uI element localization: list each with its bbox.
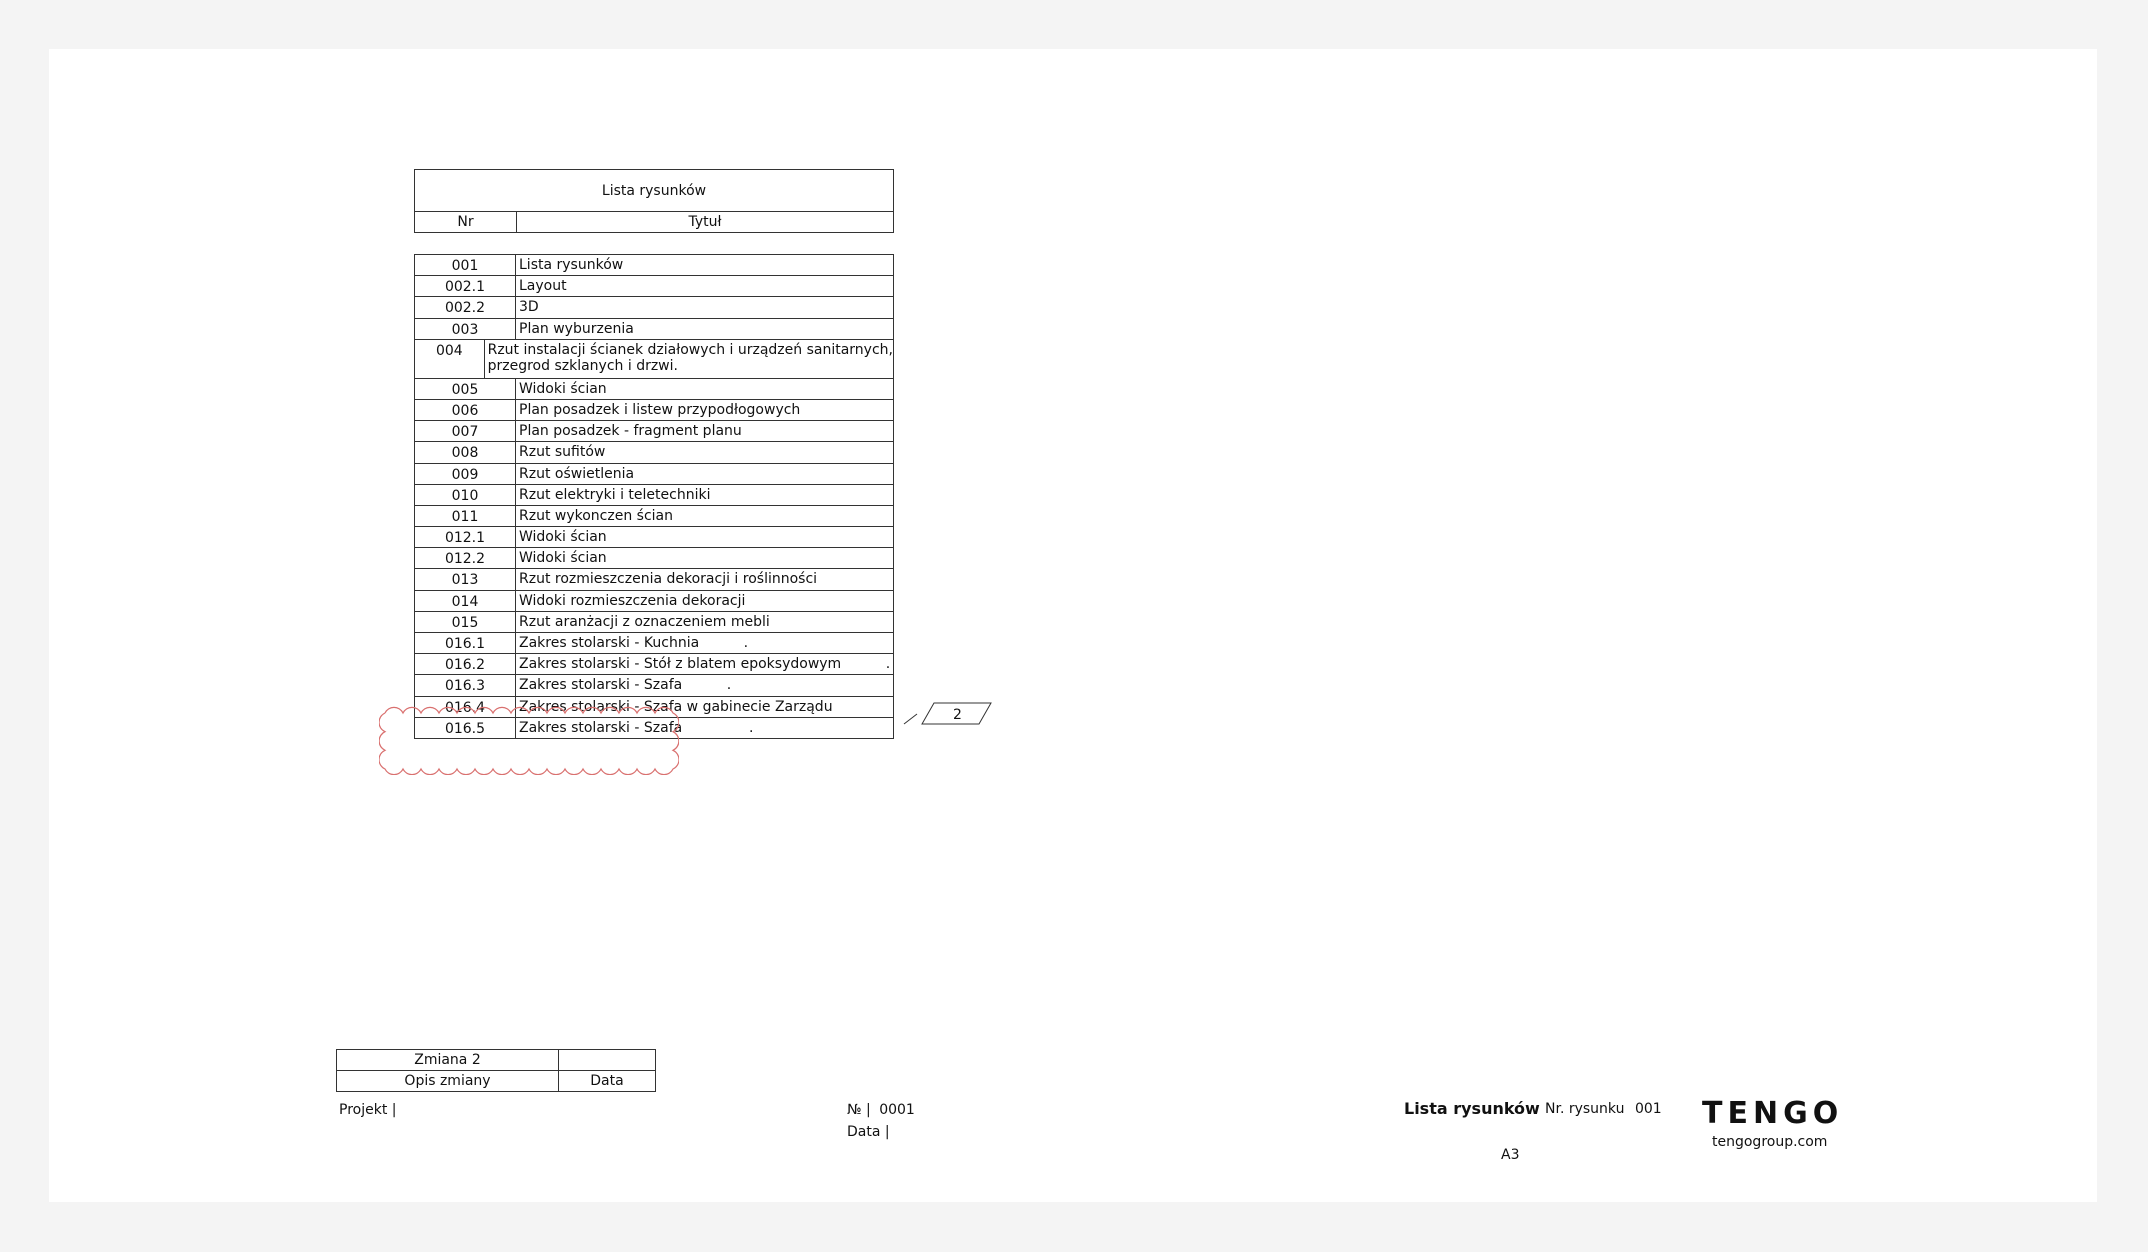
table-row [414, 506, 894, 527]
table-row [414, 421, 894, 442]
change-table [336, 1049, 656, 1092]
row-title [516, 654, 893, 674]
row-number: 004 [415, 340, 485, 378]
website-url: tengogroup.com [1712, 1134, 1828, 1150]
drawing-list-columns [415, 212, 893, 232]
row-number: 016.1 [415, 633, 516, 653]
row-number: 016.5 [415, 718, 516, 738]
row-title [516, 297, 893, 317]
revision-tag-number: 2 [953, 707, 962, 723]
table-row [414, 442, 894, 463]
change-description-label: Opis zmiany [337, 1071, 559, 1091]
row-title [516, 569, 893, 589]
row-title [485, 340, 893, 378]
row-title-line: Rzut instalacji ścianek działowych i urządzeń sanitarnych, [487, 341, 893, 358]
row-title-line: Plan posadzek - fragment planu [519, 423, 742, 440]
row-title-line: Zakres stolarski - Szafa w gabinecie Zarządu [519, 698, 833, 715]
row-title [516, 527, 893, 547]
row-title-line: Rzut elektryki i teletechniki [519, 486, 711, 503]
row-number: 005 [415, 379, 516, 399]
row-number: 011 [415, 506, 516, 526]
table-row [414, 527, 894, 548]
row-number: 015 [415, 612, 516, 632]
row-number: 012.1 [415, 527, 516, 547]
row-title-line: Rzut oświetlenia [519, 465, 635, 482]
drawing-number-value: 001 [1634, 1101, 1662, 1117]
row-title [516, 464, 893, 484]
table-row [414, 675, 894, 696]
table-row [414, 400, 894, 421]
row-title-line: Rzut aranżacji z oznaczeniem mebli [519, 613, 770, 630]
number-label: № | [847, 1102, 871, 1118]
row-title-line: Widoki ścian [519, 380, 607, 397]
table-row [414, 654, 894, 675]
row-title [516, 442, 893, 462]
row-title [516, 675, 893, 695]
row-title-line: Lista rysunków [519, 257, 624, 273]
change-row [337, 1050, 655, 1070]
table-row [414, 319, 894, 340]
table-row [414, 612, 894, 633]
row-title [516, 612, 893, 632]
row-title-line: Plan wyburzenia [519, 320, 634, 337]
drawing-sheet [49, 49, 2097, 1202]
row-title-line: Zakres stolarski - Kuchnia . [519, 635, 749, 651]
table-row [414, 485, 894, 506]
change-date-label: Data [590, 1073, 624, 1089]
row-title-line: Widoki ścian [519, 529, 607, 546]
row-number: 010 [415, 485, 516, 505]
row-number: 016.3 [415, 675, 516, 695]
row-title-line: Zakres stolarski - Szafa . [519, 719, 754, 736]
row-title [516, 485, 893, 505]
row-number: 002.2 [415, 297, 516, 317]
revision-cloud [379, 705, 679, 775]
row-title [516, 319, 893, 339]
row-title [516, 633, 893, 653]
drawing-list-header [414, 169, 894, 233]
row-title-line: Plan posadzek i listew przypodłogowych [519, 401, 801, 418]
row-title [516, 379, 893, 399]
table-row [414, 591, 894, 612]
column-nr: Nr [415, 212, 517, 232]
row-title-line: Zakres stolarski - Stół z blatem epoksydowym . [519, 656, 891, 673]
table-row [414, 340, 894, 379]
row-title-line: 3D [519, 299, 539, 316]
row-title [516, 255, 893, 275]
row-title-line-2: przegrod szklanych i drzwi. [487, 357, 678, 374]
table-row [414, 297, 894, 318]
row-number: 003 [415, 319, 516, 339]
row-title [516, 548, 893, 568]
table-row [414, 464, 894, 485]
table-row [414, 633, 894, 654]
project-label: Projekt | [339, 1102, 397, 1118]
change-header-row [337, 1070, 655, 1091]
row-number: 016.2 [415, 654, 516, 674]
row-number: 007 [415, 421, 516, 441]
number-field [847, 1103, 915, 1117]
row-number: 002.1 [415, 276, 516, 296]
row-number: 016.4 [415, 697, 516, 717]
row-number: 012.2 [415, 548, 516, 568]
row-title [516, 421, 893, 441]
row-number: 009 [415, 464, 516, 484]
row-title-line: Layout [519, 278, 567, 295]
tengo-logo: TENGO [1702, 1096, 1844, 1131]
revision-tag-shape [899, 698, 1049, 730]
row-title-line: Widoki rozmieszczenia dekoracji [519, 592, 746, 609]
row-title-line: Widoki ścian [519, 550, 607, 567]
table-row [414, 255, 894, 276]
paper-format: A3 [1501, 1147, 1520, 1163]
row-title-line: Rzut rozmieszczenia dekoracji i roślinności [519, 571, 818, 588]
row-number: 001 [415, 255, 516, 275]
sheet-title: Lista rysunków [1404, 1099, 1540, 1118]
row-title [516, 276, 893, 296]
row-number: 014 [415, 591, 516, 611]
row-number: 006 [415, 400, 516, 420]
column-title: Tytuł [688, 214, 722, 230]
drawing-number-field [1545, 1102, 1662, 1116]
row-title-line: Zakres stolarski - Szafa . [519, 677, 732, 694]
table-row [414, 276, 894, 297]
row-title [516, 400, 893, 420]
change-name: Zmiana 2 [337, 1050, 559, 1070]
row-number: 013 [415, 569, 516, 589]
row-title [516, 506, 893, 526]
row-number: 008 [415, 442, 516, 462]
change-date-value [559, 1050, 655, 1070]
drawing-number-label: Nr. rysunku [1545, 1101, 1625, 1117]
drawing-list-table [414, 254, 894, 739]
drawing-list-title: Lista rysunków [415, 170, 893, 212]
row-title-line: Rzut sufitów [519, 444, 606, 461]
table-row [414, 569, 894, 590]
table-row [414, 548, 894, 569]
date-label: Data | [847, 1124, 890, 1140]
table-row [414, 379, 894, 400]
number-value: 0001 [879, 1102, 915, 1118]
row-title-line: Rzut wykonczen ścian [519, 507, 673, 524]
row-title [516, 591, 893, 611]
